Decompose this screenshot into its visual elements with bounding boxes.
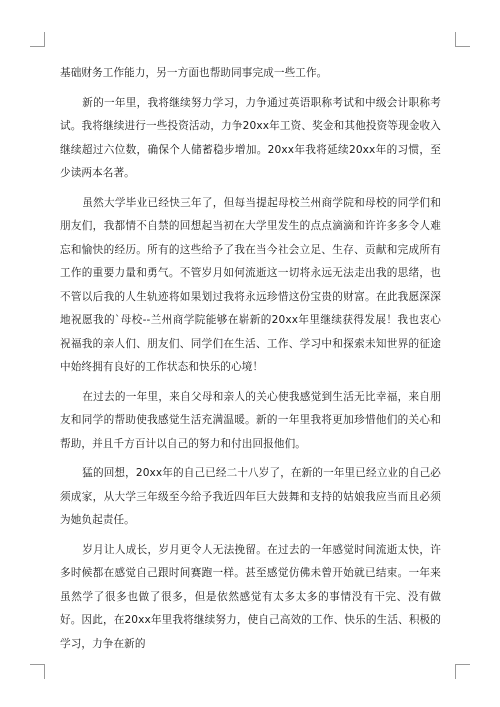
paragraph-family-friends: 在过去的一年里，来自父母和亲人的关心使我感觉到生活无比幸福，来自朋友和同学的帮助使我感觉生活充满温暖。新的一年里我将更加珍惜他们的关心和帮助，并且千方百计以自己的努力和付出回报他们。	[60, 390, 441, 450]
crop-mark-bottom-right	[455, 664, 470, 679]
crop-mark-top-right	[455, 32, 470, 47]
paragraph-continuation: 基础财务工作能力，另一方面也帮助同事完成一些工作。	[60, 67, 328, 79]
paragraph-alma-mater: 虽然大学毕业已经快三年了，但每当提起母校兰州商学院和母校的同学们和朋友们，我都情不自禁的回想起当初在大学里发生的点点滴滴和许许多多令人难忘和愉快的经历。所有的这些给予了我在当今社会立足、生存、贡献和完成所有工作的重要力量和勇气。不管岁月如何流逝这一切将永远无法走出我的思绪，也不管以后我的人生轨迹将如果划过我将永远珍惜这份宝贵的财富。在此我愿深深地祝愿我的`母校--兰州商学院能够在崭新的20xx年里继续获得发展！我也衷心祝福我的亲人们、朋友们、同学们在生活、工作、学习中和探索未知世界的征途中始终拥有良好的工作状态和快乐的心境！	[60, 196, 441, 373]
document-body	[60, 62, 441, 656]
crop-mark-top-left	[30, 32, 45, 47]
paragraph-reflection: 猛的回想，20xx年的自己已经二十八岁了，在新的一年里已经立业的自己必须成家，从大学三年级至今给予我近四年巨大鼓舞和支持的姑娘我应当而且必须为她负起责任。	[60, 467, 441, 526]
paragraph-new-year-plans: 新的一年里，我将继续努力学习，力争通过英语职称考试和中级会计职称考试。我将继续进行一些投资活动，力争20xx年工资、奖金和其他投资等现金收入继续超过六位数，确保个人储蓄稳步增加。20xx年我将延续20xx年的习惯，至少读两本名著。	[60, 96, 441, 179]
paragraph-time: 岁月让人成长，岁月更令人无法挽留。在过去的一年感觉时间流逝太快，许多时候都在感觉自己跟时间赛跑一样。甚至感觉仿佛未曾开始就已结束。一年来虽然学了很多也做了很多，但是依然感觉有太多太多的事情没有干完、没有做好。因此，在20xx年里我将继续努力，使自己高效的工作、快乐的生活、积极的学习，力争在新的	[60, 543, 441, 650]
crop-mark-bottom-left	[30, 664, 45, 679]
